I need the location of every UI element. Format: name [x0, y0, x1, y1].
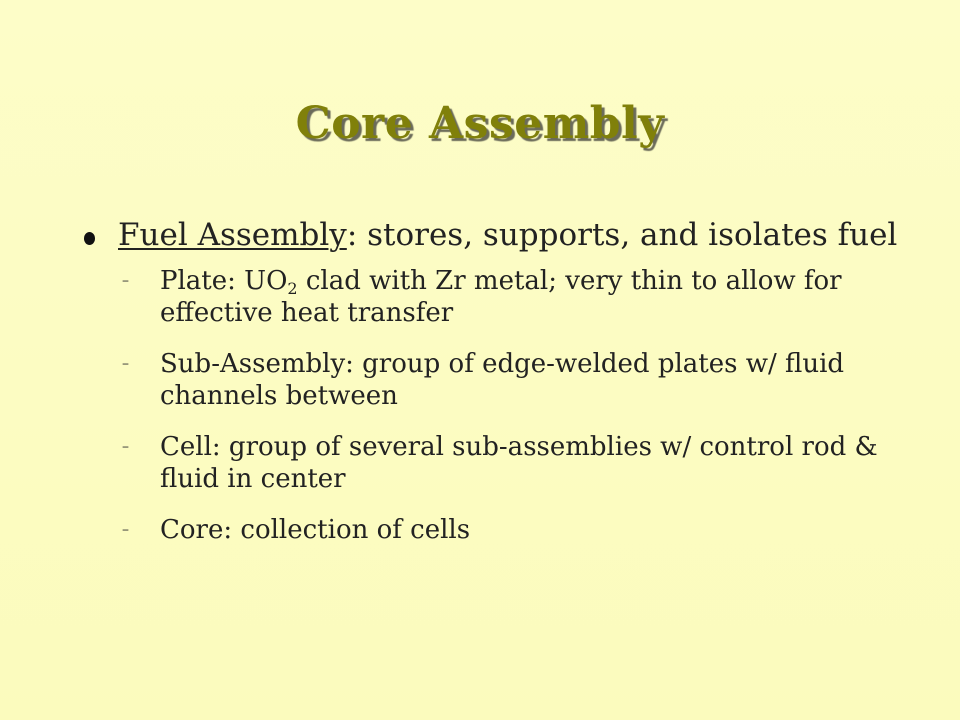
dash-bullet-icon: – — [122, 522, 129, 538]
subscript: 2 — [287, 279, 298, 298]
sub-bullet-list — [82, 265, 902, 546]
sub-bullet-text: Plate: UO — [160, 266, 288, 296]
sub-bullet-text: Sub-Assembly: group of edge-welded plates w/ fluid channels between — [160, 349, 845, 411]
main-bullet-term: Fuel Assembly — [118, 217, 347, 253]
dash-bullet-icon: – — [122, 356, 129, 372]
dash-bullet-icon: – — [122, 439, 129, 455]
main-bullet — [82, 215, 902, 255]
sub-bullet-sub-assembly — [120, 348, 902, 412]
sub-bullet-plate — [120, 265, 902, 329]
slide-content — [82, 215, 902, 565]
bullet-dot-icon — [84, 232, 95, 245]
sub-bullet-cell — [120, 431, 902, 495]
sub-bullet-text: clad with Zr metal; very thin to allow for effective heat transfer — [160, 266, 842, 328]
sub-bullet-text: Core: collection of cells — [160, 515, 471, 545]
dash-bullet-icon: – — [122, 273, 129, 289]
slide-title: Core Assembly — [295, 98, 665, 149]
sub-bullet-text: Cell: group of several sub-assemblies w/ control rod & fluid in center — [160, 432, 878, 494]
main-bullet-text: : stores, supports, and isolates fuel — [346, 217, 898, 253]
sub-bullet-core — [120, 514, 902, 546]
